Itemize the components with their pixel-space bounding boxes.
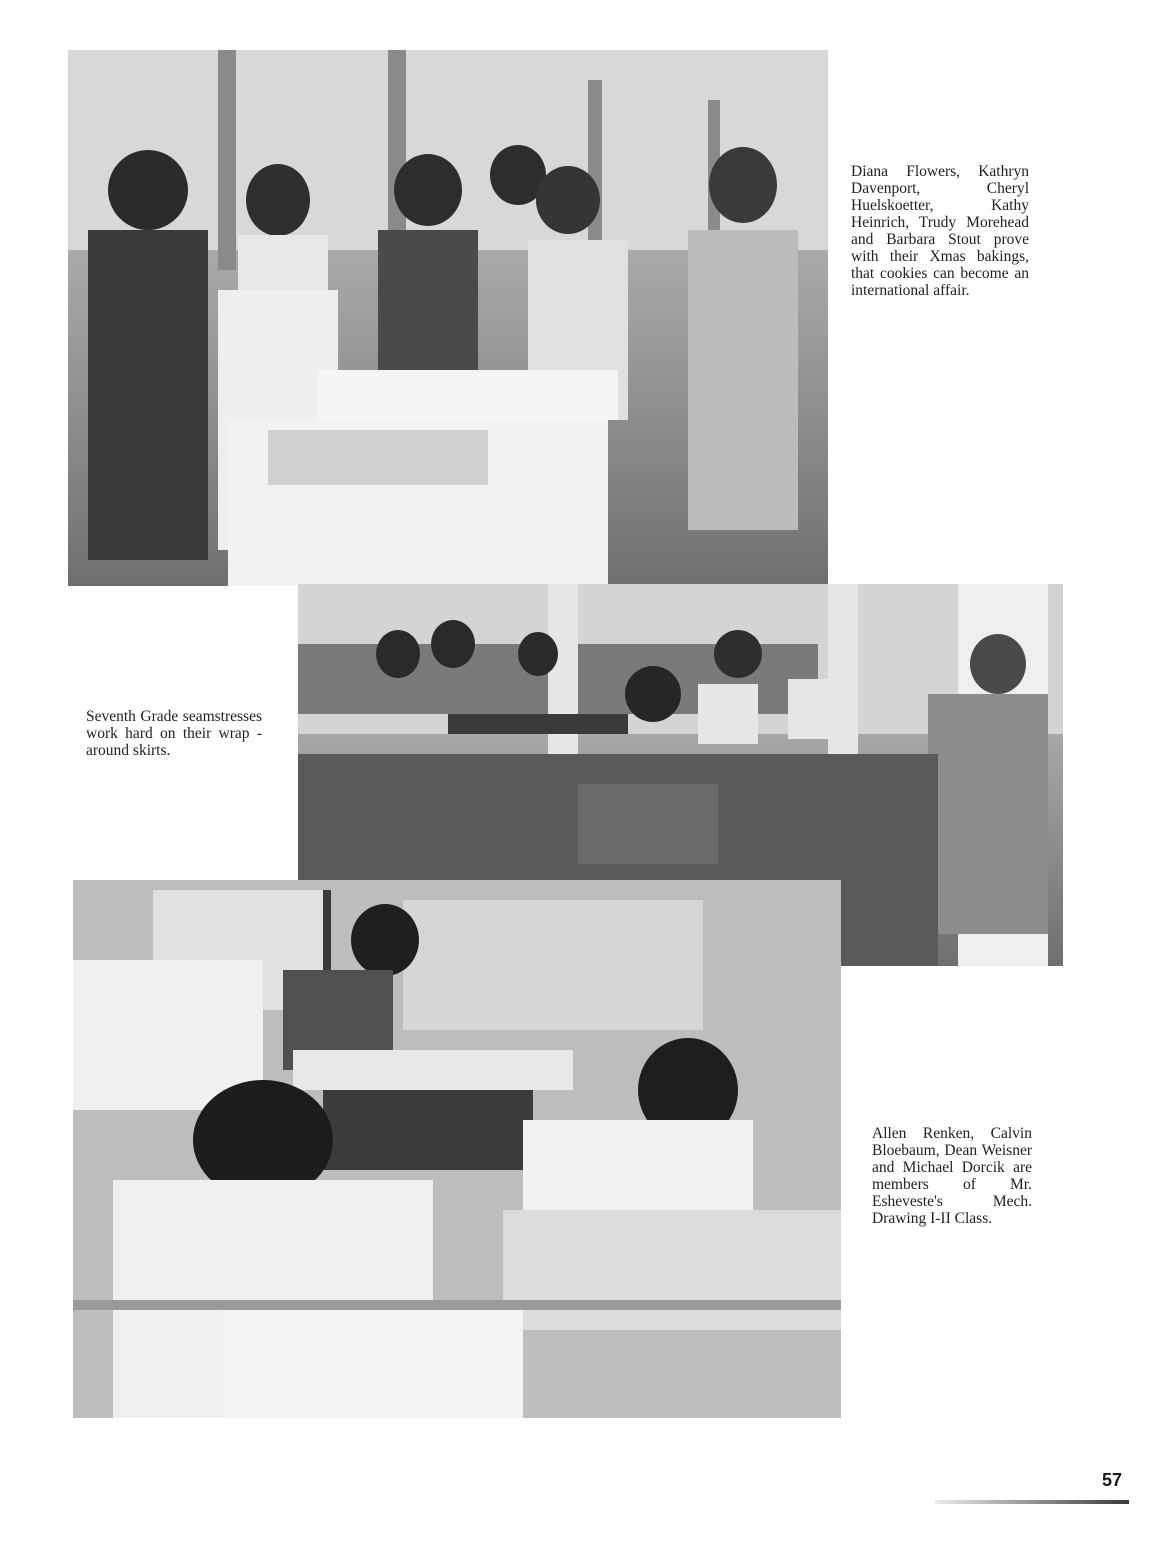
photo-cooking [68,50,828,586]
caption-cooking: Diana Flowers, Kathryn Davenport, Cheryl Huelskoetter, Kathy Heinrich, Trudy Morehead and Barbara Stout prove with their Xmas bakings, that cookies can become an international affair. [851,163,1029,299]
photo-drawing [73,880,841,1418]
photo-cooking-scene [68,50,828,586]
caption-drawing: Allen Renken, Calvin Bloebaum, Dean Weisner and Michael Dorcik are members of Mr. Esheveste's Mech. Drawing I-II Class. [872,1125,1032,1227]
photo-drawing-scene [73,880,841,1418]
page-number-rule [935,1500,1129,1504]
caption-sewing: Seventh Grade seamstresses work hard on their wrap - around skirts. [86,708,262,759]
page-number: 57 [1101,1470,1122,1490]
